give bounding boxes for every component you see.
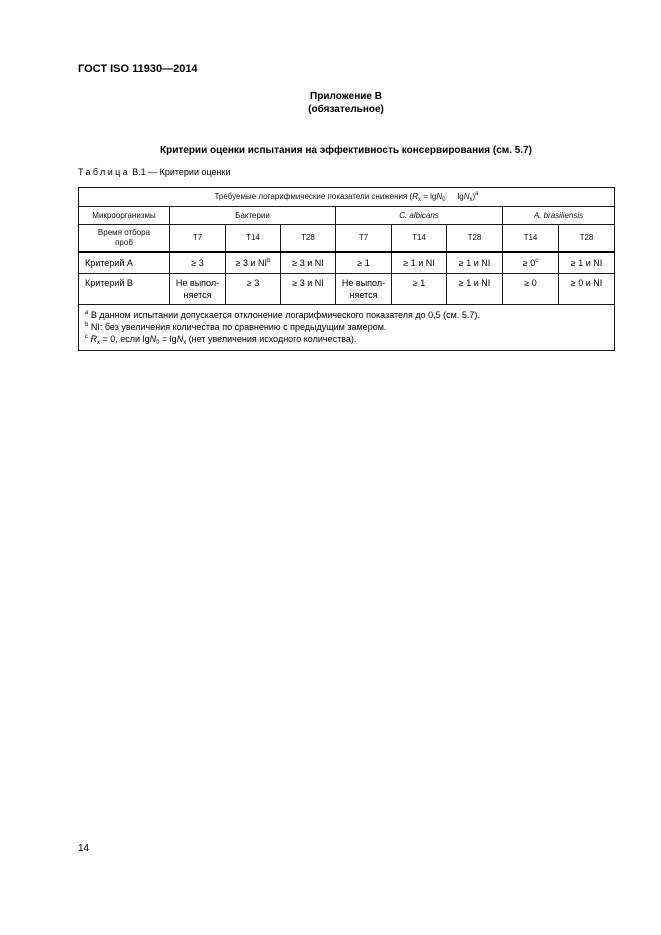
table-times-row — [79, 225, 615, 253]
cell-a-3 — [281, 252, 336, 274]
criteria-table — [78, 187, 615, 351]
annex-title: Приложение В — [310, 91, 382, 102]
cell-a-7 — [503, 252, 559, 274]
cell-a-8 — [559, 252, 615, 274]
cell-line-2: няется — [183, 290, 212, 300]
microorganisms-label: Микроорганизмы — [79, 207, 170, 225]
group-bacteria: Бактерии — [170, 207, 336, 225]
cell-b-7 — [503, 274, 559, 305]
n0-subscript: 0 — [156, 340, 160, 346]
group-c-albicans: C. albicans — [336, 207, 503, 225]
r-subscript: x — [97, 340, 101, 346]
close-paren: ) — [472, 192, 476, 201]
nx-symbol: N — [176, 334, 184, 344]
nx-subscript: x — [469, 197, 473, 203]
cell-value: ≥ 1 — [357, 258, 370, 268]
table-groups-row — [79, 207, 615, 225]
cell-value: ≥ 3 и NI — [292, 258, 324, 268]
r-subscript: x — [418, 197, 421, 203]
cell-b-3 — [281, 274, 336, 305]
table-row — [79, 274, 615, 305]
cell-b-1 — [170, 274, 226, 305]
sampling-label-line-1: Время отбора — [97, 228, 151, 237]
table-header-row — [79, 188, 615, 207]
cell-a-4 — [336, 252, 392, 274]
cell-value: ≥ 1 и NI — [458, 278, 491, 288]
page-number: 14 — [78, 843, 90, 854]
footnote-ref-b: b — [267, 258, 271, 264]
cell-value: ≥ 3 — [191, 258, 204, 268]
cell-a-5 — [392, 252, 447, 274]
table-row — [79, 252, 615, 274]
time-brasiliensis-t14: T14 — [503, 225, 559, 253]
table-caption-label: Таблица — [78, 167, 131, 177]
n0-symbol: N — [436, 192, 443, 201]
cell-value: ≥ 1 и NI — [403, 258, 435, 268]
r-symbol: R — [90, 334, 98, 344]
cell-value: ≥ 1 — [412, 278, 426, 288]
cell-a-1 — [170, 252, 226, 274]
annex-status: (обязательное) — [308, 104, 384, 115]
cell-b-4 — [336, 274, 392, 305]
cell-line-1: Не выпол- — [341, 278, 386, 288]
footnote-ref-c: c — [535, 258, 539, 264]
cell-value: ≥ 0 — [524, 278, 537, 288]
cell-value: ≥ 3 и NI — [235, 258, 268, 268]
section-title: Критерии оценки испытания на эффективность консервирования (см. 5.7) — [160, 145, 532, 156]
cell-value: ≥ 0 и NI — [570, 278, 603, 288]
time-albicans-t28: T28 — [447, 225, 503, 253]
nx-subscript: x — [183, 340, 187, 346]
n0-subscript: 0 — [442, 197, 446, 203]
footnote-marker: b — [85, 322, 89, 328]
footnote-text: = 0, если lg — [100, 334, 150, 344]
standard-code: ГОСТ ISO 11930—2014 — [78, 63, 198, 75]
footnote-a — [85, 309, 608, 321]
cell-value: ≥ 1 и NI — [458, 258, 491, 268]
footnote-text: (нет увеличения исходного количества). — [186, 334, 357, 344]
table-caption-title: В.1 — Критерии оценки — [132, 167, 231, 177]
cell-value: ≥ 3 и NI — [292, 278, 324, 288]
criterion-b-label: Критерий В — [79, 274, 170, 305]
footnote-marker: c — [85, 334, 88, 340]
group-a-brasiliensis: A. brasiliensis — [503, 207, 615, 225]
footnote-text: В данном испытании допускается отклонение логарифмического показателя до 0,5 (см. 5.7). — [88, 310, 480, 320]
reduction-header-cell — [79, 188, 615, 207]
cell-a-2 — [226, 252, 281, 274]
r-symbol: R — [412, 192, 418, 201]
nx-symbol: N — [463, 192, 470, 201]
time-bacteria-t7: T7 — [170, 225, 226, 253]
sampling-time-label — [79, 225, 170, 253]
cell-value: ≥ 1 и NI — [570, 258, 603, 268]
criterion-a-label: Критерий А — [79, 252, 170, 274]
time-albicans-t14: T14 — [392, 225, 447, 253]
table-caption — [78, 166, 230, 178]
time-bacteria-t14: T14 — [226, 225, 281, 253]
footnote-text: NI: без увеличения количества по сравнению с предыдущим замером. — [88, 322, 387, 332]
table-footnotes-row — [79, 305, 615, 351]
cell-b-5 — [392, 274, 447, 305]
footnote-b — [85, 321, 608, 333]
time-brasiliensis-t28: T28 — [559, 225, 615, 253]
time-bacteria-t28: T28 — [281, 225, 336, 253]
footnote-c — [85, 333, 608, 345]
equals-lg: = lg — [421, 192, 437, 201]
lg-x: lg — [457, 192, 464, 201]
cell-b-8 — [559, 274, 615, 305]
footnote-ref-a: a — [475, 191, 479, 197]
footnotes-cell — [79, 305, 615, 351]
cell-b-2 — [226, 274, 281, 305]
n0-symbol: N — [149, 334, 157, 344]
cell-b-6 — [447, 274, 503, 305]
reduction-header-text: Требуемые логарифмические показатели снижения ( — [214, 192, 413, 201]
time-albicans-t7: T7 — [336, 225, 392, 253]
cell-value: ≥ 0 — [522, 258, 536, 268]
sampling-label-line-2: проб — [115, 238, 133, 247]
footnote-text: = lg — [159, 334, 177, 344]
cell-line-2: няется — [349, 290, 378, 300]
footnote-marker: a — [85, 310, 89, 316]
cell-value: ≥ 3 — [246, 278, 260, 288]
cell-a-6 — [447, 252, 503, 274]
cell-line-1: Не выпол- — [175, 278, 220, 288]
